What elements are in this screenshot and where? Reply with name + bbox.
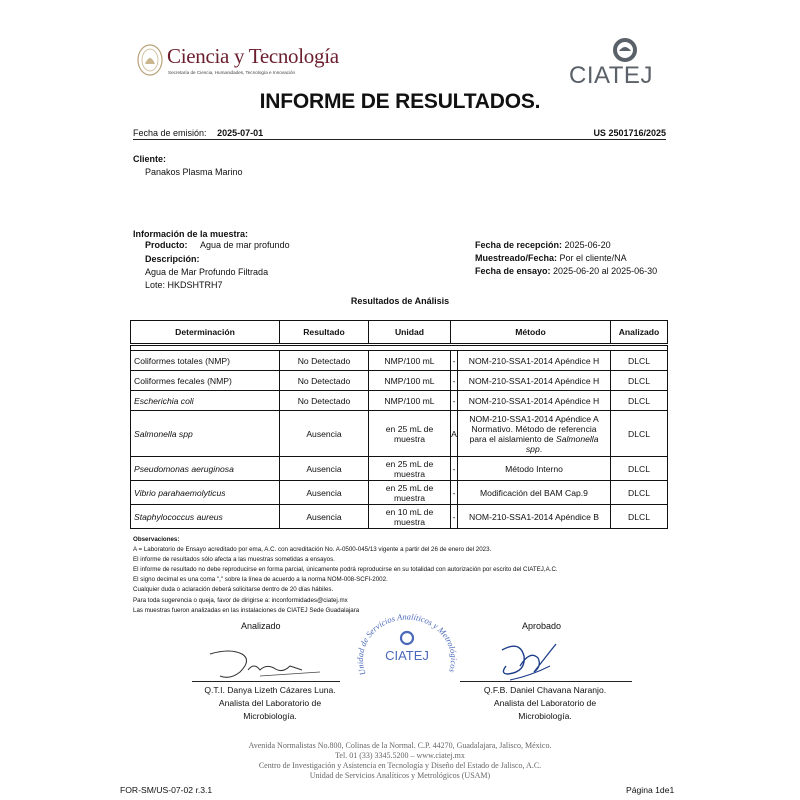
cell-resultado: Ausencia: [280, 505, 369, 529]
approver-role-2: Microbiología.: [518, 711, 572, 721]
cell-determinacion: Pseudomonas aeruginosa: [131, 457, 280, 481]
cell-metodo: NOM-210-SSA1-2014 Apéndice H: [458, 351, 611, 371]
method-organism: Salmonella spp: [525, 433, 599, 454]
footer-address: Avenida Normalistas No.800, Colinas de la Normal. C.P. 44270, Guadalajara, Jalisco, México.: [248, 741, 552, 750]
approver-name: Q.F.B. Daniel Chavana Naranjo.: [483, 685, 607, 695]
emission-label: Fecha de emisión:: [133, 128, 207, 138]
page-number: Página 1de1: [626, 785, 675, 795]
observation-line: Cualquier duda o aclaración deberá solicitarse dentro de 20 días hábiles.: [133, 586, 334, 594]
client-label: Cliente:: [133, 154, 167, 164]
observations-title: Observaciones:: [133, 536, 180, 543]
cell-accreditation: -: [451, 391, 458, 411]
cell-determinacion: Salmonella spp: [131, 411, 280, 457]
cell-analizado: DLCL: [611, 411, 668, 457]
header-resultado: Resultado: [280, 321, 369, 345]
table-row: [131, 481, 668, 505]
cell-analizado: DLCL: [611, 371, 668, 391]
table-row: [131, 457, 668, 481]
product-label: Producto:: [145, 240, 188, 250]
analyst-signature: [190, 640, 340, 686]
observation-line: A = Laboratorio de Ensayo acreditado por ema, A.C. con acreditación No. A-0500-045/13 vigente a partir del 26 de enero del 2023.: [133, 546, 492, 554]
cell-accreditation: -: [451, 505, 458, 529]
observation-line: Las muestras fueron analizadas en las instalaciones de CIATEJ Sede Guadalajara: [133, 606, 360, 614]
header-metodo: Método: [451, 321, 611, 345]
lot-number: Lote: HKDSHTRH7: [145, 280, 223, 290]
sampled-value: Por el cliente/NA: [559, 253, 627, 263]
observation-line: El signo decimal es una coma "," sobre la línea de acuerdo a la norma NOM-008-SCFI-2002.: [133, 576, 388, 584]
cell-resultado: No Detectado: [280, 371, 369, 391]
form-code: FOR-SM/US-07-02 r.3.1: [120, 785, 213, 795]
org-title: Ciencia y Tecnología: [167, 44, 339, 68]
unit-line-2: muestra: [393, 492, 426, 503]
stamp-logo: CIATEJ: [385, 648, 429, 663]
cell-resultado: Ausencia: [280, 457, 369, 481]
cell-unidad: NMP/100 mL: [369, 391, 451, 411]
unit-line-1: en 10 mL de: [385, 506, 434, 517]
cell-resultado: No Detectado: [280, 351, 369, 371]
table-row: [131, 411, 668, 457]
cell-resultado: No Detectado: [280, 391, 369, 411]
emission-date: 2025-07-01: [217, 128, 264, 138]
approved-label: Aprobado: [522, 621, 562, 631]
cell-determinacion: Coliformes totales (NMP): [131, 351, 280, 371]
report-id: US 2501716/2025: [593, 128, 666, 138]
cell-metodo: [458, 411, 611, 457]
cell-accreditation: -: [451, 351, 458, 371]
ciatej-logo-text: CIATEJ: [569, 62, 653, 89]
method-line-2: Normativo. Método de referencia: [471, 423, 597, 434]
mexico-seal-logo: [137, 44, 163, 76]
test-value: 2025-06-20 al 2025-06-30: [553, 266, 658, 276]
cell-accreditation: -: [451, 371, 458, 391]
reception-label: Fecha de recepción:: [475, 240, 563, 250]
cell-metodo: Modificación del BAM Cap.9: [458, 481, 611, 505]
footer-contact: Tel. 01 (33) 3345.5200 – www.ciatej.mx: [335, 751, 465, 760]
table-row: [131, 371, 668, 391]
client-name: Panakos Plasma Marino: [145, 167, 243, 177]
analyst-name: Q.T.I. Danya Lizeth Cázares Luna.: [204, 685, 336, 695]
table-row: [131, 505, 668, 529]
analyst-role-1: Analista del Laboratorio de: [218, 698, 322, 708]
unit-line-1: en 25 mL de: [385, 482, 434, 493]
unit-line-1: en 25 mL de: [385, 458, 434, 469]
footer-institution: Centro de Investigación y Asistencia en Tecnología y Diseño del Estado de Jalisco, A.C.: [258, 761, 542, 770]
unit-line-2: muestra: [393, 433, 426, 444]
observation-line: Para toda sugerencia o queja, favor de dirigirse a: inconformidades@ciatej.mx: [133, 596, 348, 604]
cell-resultado: Ausencia: [280, 411, 369, 457]
cell-unidad: [369, 457, 451, 481]
analyst-block: [170, 684, 370, 723]
cell-analizado: DLCL: [611, 457, 668, 481]
cell-analizado: DLCL: [611, 481, 668, 505]
sampled-line: [475, 253, 627, 263]
cell-unidad: [369, 505, 451, 529]
unit-line-1: en 25 mL de: [385, 423, 434, 434]
analyst-role-2: Microbiología.: [243, 711, 297, 721]
approver-role-1: Analista del Laboratorio de: [493, 698, 597, 708]
cell-metodo: NOM-210-SSA1-2014 Apéndice H: [458, 391, 611, 411]
reception-value: 2025-06-20: [564, 240, 611, 250]
test-label: Fecha de ensayo:: [475, 266, 551, 276]
cell-accreditation: -: [451, 481, 458, 505]
cell-analizado: DLCL: [611, 351, 668, 371]
observation-line: El informe de resultados sólo afecta a las muestras sometidas a ensayos.: [133, 556, 335, 564]
test-date-line: [475, 266, 657, 276]
sample-section-label: Información de la muestra:: [133, 229, 249, 239]
analyzed-label: Analizado: [241, 621, 281, 631]
cell-determinacion: Staphylococcus aureus: [131, 505, 280, 529]
cell-unidad: NMP/100 mL: [369, 371, 451, 391]
usam-stamp: [352, 604, 462, 696]
cell-analizado: DLCL: [611, 391, 668, 411]
cell-unidad: NMP/100 mL: [369, 351, 451, 371]
method-line-1: NOM-210-SSA1-2014 Apéndice A: [469, 413, 599, 424]
description-label: Descripción:: [145, 254, 200, 264]
stamp-text: Unidad de Servicios Analíticos y Metrológicos: [354, 611, 460, 677]
approver-sign-line: [460, 681, 632, 682]
product-value: Agua de mar profundo: [200, 240, 290, 250]
header-determinacion: Determinación: [131, 321, 280, 345]
cell-analizado: DLCL: [611, 505, 668, 529]
results-title: Resultados de Análisis: [350, 296, 450, 306]
cell-accreditation: -: [451, 457, 458, 481]
cell-determinacion: Vibrio parahaemolyticus: [131, 481, 280, 505]
cell-unidad: [369, 481, 451, 505]
cell-determinacion: Escherichia coli: [131, 391, 280, 411]
cell-accreditation: A: [451, 411, 458, 457]
cell-unidad: [369, 411, 451, 457]
table-row: [131, 351, 668, 371]
cell-resultado: Ausencia: [280, 481, 369, 505]
product-line: [145, 240, 290, 250]
method-line-3-end: .: [539, 443, 543, 454]
reception-line: [475, 240, 611, 250]
method-line-3: para el aislamiento de: [469, 433, 556, 444]
cell-metodo: Método Interno: [458, 457, 611, 481]
header-analizado: Analizado: [611, 321, 668, 345]
cell-determinacion: Coliformes fecales (NMP): [131, 371, 280, 391]
results-header-row: [131, 321, 668, 345]
description-value: Agua de Mar Profundo Filtrada: [145, 267, 269, 277]
footer-unit: Unidad de Servicios Analíticos y Metrológicos (USAM): [309, 771, 491, 780]
unit-line-2: muestra: [393, 516, 426, 527]
org-subtitle: Secretaría de Ciencia, Humanidades, Tecnología e Innovación: [168, 70, 296, 75]
table-row: [131, 391, 668, 411]
approver-block: [445, 684, 645, 723]
header-unidad: Unidad: [369, 321, 451, 345]
document-title: INFORME DE RESULTADOS.: [259, 90, 541, 113]
analyst-sign-line: [192, 681, 340, 682]
results-table: [130, 320, 668, 529]
emission-line: [133, 128, 666, 140]
cell-metodo: NOM-210-SSA1-2014 Apéndice B: [458, 505, 611, 529]
observation-line: El informe de resultado no debe reproducirse en forma parcial, únicamente podrá reproducirse en su totalidad con autorización por escrito del CIATEJ,A.C.: [133, 566, 558, 574]
cell-metodo: NOM-210-SSA1-2014 Apéndice H: [458, 371, 611, 391]
sampled-label: Muestreado/Fecha:: [475, 253, 558, 263]
unit-line-2: muestra: [393, 468, 426, 479]
